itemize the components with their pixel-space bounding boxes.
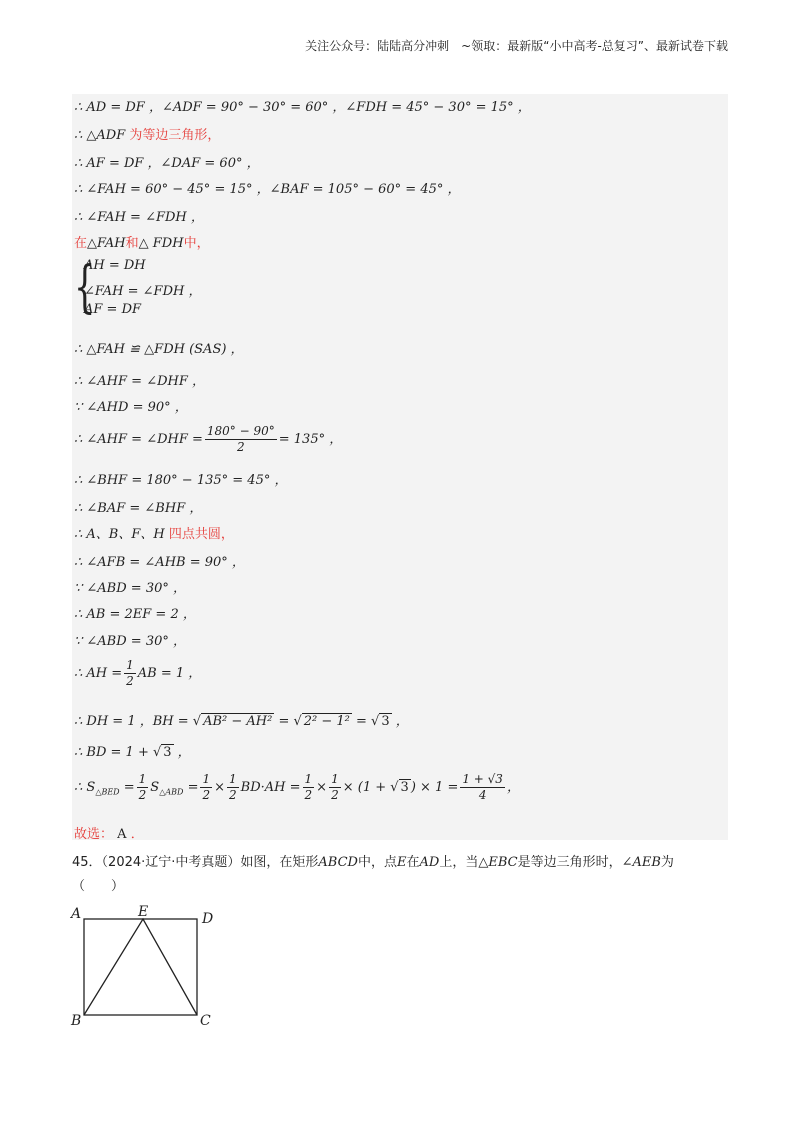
solution-line: 在△FAH和△ FDH中， bbox=[74, 236, 210, 251]
solution-line: ∴ AH = $\frac{1}{2}$ AB = 1 ， bbox=[74, 658, 202, 688]
solution-line: ∴ A、B、F、H 四点共圆， bbox=[74, 527, 234, 542]
system-row: AF = DF bbox=[84, 302, 142, 317]
solution-line: ∴ BD = 1 + √ 3 ， bbox=[74, 745, 191, 760]
solution-line: ∴ △ADF 为等边三角形， bbox=[74, 128, 221, 143]
solution-line: ∴ ∠AFB = ∠AHB = 90° ， bbox=[74, 555, 245, 570]
label-d: D bbox=[202, 911, 214, 927]
triangle-ebc bbox=[84, 919, 197, 1015]
equation-system bbox=[74, 255, 234, 324]
system-row: AH = DH bbox=[84, 258, 146, 273]
solution-line: ∵ ∠ABD = 30° ， bbox=[74, 581, 186, 596]
solution-line: ∴ ∠BAF = ∠BHF ， bbox=[74, 501, 203, 516]
solution-line: ∴ ∠AHF = ∠DHF = $\frac{180^\circ - 90^\circ}{2}$ = 135° ， bbox=[74, 424, 343, 454]
solution-line: ∴ AB = 2EF = 2 ， bbox=[74, 607, 196, 622]
answer-parentheses: （ ） bbox=[72, 879, 125, 894]
label-b: B bbox=[71, 1013, 82, 1029]
rectangle-abcd bbox=[84, 919, 197, 1015]
solution-line: ∴ ∠BHF = 180° − 135° = 45° ， bbox=[74, 473, 288, 488]
label-a: A bbox=[71, 906, 82, 922]
solution-line: ∴ AD = DF ，∠ADF = 90° − 30° = 60° ，∠FDH = 45° − 30° = 15° ， bbox=[74, 100, 531, 115]
label-e: E bbox=[138, 904, 149, 920]
label-c: C bbox=[200, 1013, 211, 1029]
solution-line: ∴ △FAH ≌ △FDH (SAS) ， bbox=[74, 342, 244, 357]
solution-line: ∴ ∠FAH = ∠FDH ， bbox=[74, 210, 204, 225]
fraction: $\frac{180^\circ - 90^\circ}{2}$ bbox=[206, 424, 275, 454]
solution-line: ∴ ∠FAH = 60° − 45° = 15° ，∠BAF = 105° − 60° = 45° ， bbox=[74, 182, 461, 197]
system-row: ∠FAH = ∠FDH ， bbox=[84, 284, 202, 299]
rectangle-figure bbox=[68, 903, 228, 1033]
solution-line: ∴ ∠AHF = ∠DHF ， bbox=[74, 374, 206, 389]
solution-line: ∴ AF = DF ，∠DAF = 60° ， bbox=[74, 156, 260, 171]
solution-line: ∵ ∠ABD = 30° ， bbox=[74, 634, 186, 649]
fraction: $\frac{1}{2}$ bbox=[126, 658, 134, 688]
solution-line: ∴ DH = 1 ，BH = √ AB² − AH² = √ 2² − 1² = √ 3 ， bbox=[74, 714, 409, 729]
question-45: 45．（2024·辽宁·中考真题）如图，在矩形ABCD中，点E在AD上，当△EBC是等边三角形时，∠AEB为 （ ） bbox=[72, 855, 674, 894]
page-header: 关注公众号：陆陆高分冲刺 ~领取：最新版“小中高考-总复习”、最新试卷下载 bbox=[305, 39, 728, 53]
solution-line: ∵ ∠AHD = 90° ， bbox=[74, 400, 188, 415]
solution-line: ∴ $S_{\triangle BED}$ = $\frac{1}{2}$ $S_{\triangle ABD}$ = $\frac{1}{2}$ × $\frac{1}{2}$ BD·AH = $\frac{1}{2}$ × $\frac{1}{2}$ × (1 + √ 3 ) × 1 = $\frac{1 + √3}{4}$ ， bbox=[74, 772, 520, 802]
solution-line: 故选： A ． bbox=[74, 827, 144, 842]
brace: { bbox=[74, 255, 96, 320]
